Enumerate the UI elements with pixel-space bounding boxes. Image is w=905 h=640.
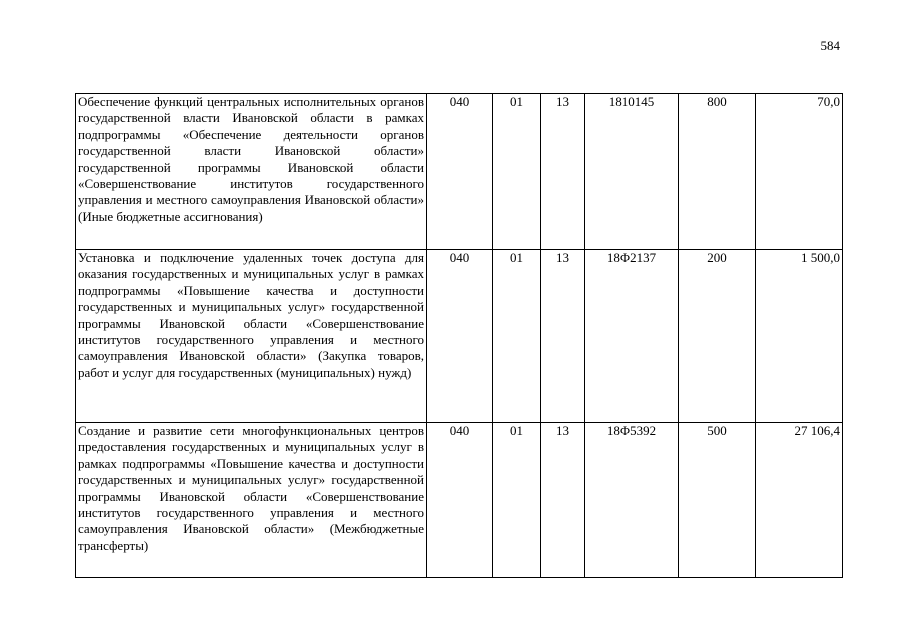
table-row — [76, 250, 843, 423]
row-subsection-code: 13 — [541, 94, 585, 250]
row-expense-type: 500 — [679, 423, 756, 578]
row-target-article: 18Ф2137 — [585, 250, 679, 423]
row-amount: 1 500,0 — [756, 250, 843, 423]
row-section-code: 01 — [493, 94, 541, 250]
row-expense-type: 200 — [679, 250, 756, 423]
row-ministry-code: 040 — [427, 423, 493, 578]
row-subsection-code: 13 — [541, 423, 585, 578]
row-description: Создание и развитие сети многофункциональных центров предоставления государственных и муниципальных услуг в рамках подпрограммы «Повышение качества и доступности государственных и муниципальных услуг» государственной программы Ивановской области «Совершенствование институтов государственного управления и местного самоуправления Ивановской области» (Межбюджетные трансферты) — [76, 423, 427, 578]
row-target-article: 18Ф5392 — [585, 423, 679, 578]
row-amount: 70,0 — [756, 94, 843, 250]
row-ministry-code: 040 — [427, 94, 493, 250]
row-description: Обеспечение функций центральных исполнительных органов государственной власти Ивановской области в рамках подпрограммы «Обеспечение деятельности органов государственной власти Ивановской области» государственной программы Ивановской области «Совершенствование институтов государственного управления и местного самоуправления Ивановской области» (Иные бюджетные ассигнования) — [76, 94, 427, 250]
row-expense-type: 800 — [679, 94, 756, 250]
row-amount: 27 106,4 — [756, 423, 843, 578]
row-section-code: 01 — [493, 250, 541, 423]
row-description: Установка и подключение удаленных точек доступа для оказания государственных и муниципальных услуг в рамках подпрограммы «Повышение качества и доступности государственных и муниципальных услуг» государственной программы Ивановской области «Совершенствование институтов государственного управления и местного самоуправления Ивановской области» (Закупка товаров, работ и услуг для государственных (муниципальных) нужд) — [76, 250, 427, 423]
page-number: 584 — [820, 38, 840, 53]
row-ministry-code: 040 — [427, 250, 493, 423]
row-section-code: 01 — [493, 423, 541, 578]
table-row — [76, 423, 843, 578]
budget-table — [75, 93, 843, 578]
table-row — [76, 94, 843, 250]
row-subsection-code: 13 — [541, 250, 585, 423]
row-target-article: 1810145 — [585, 94, 679, 250]
